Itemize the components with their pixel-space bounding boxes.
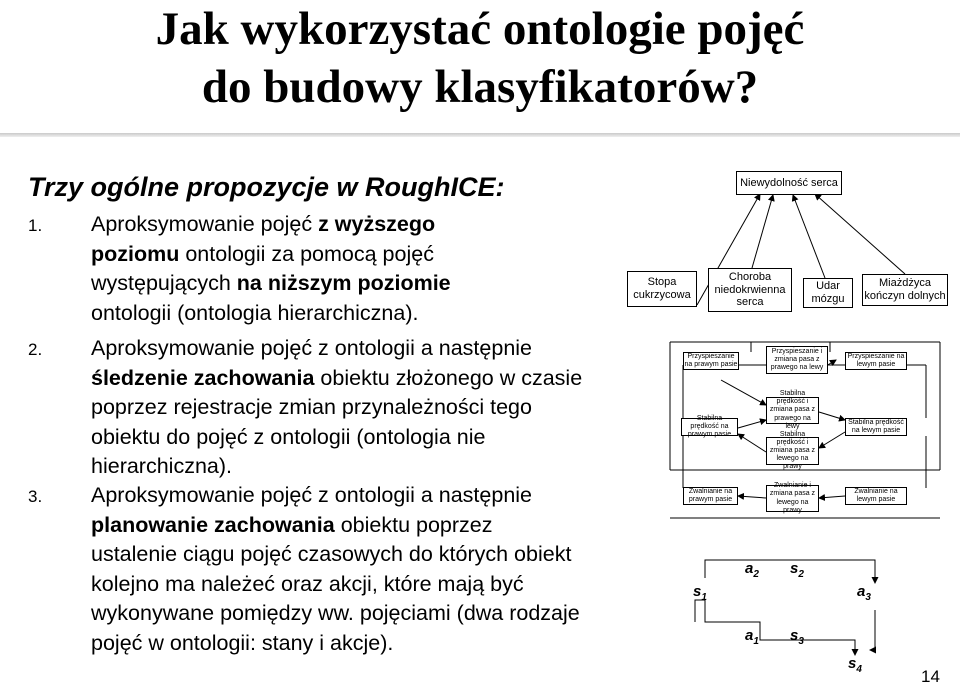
behavior-r3-right: Stabilna prędkość na lewym pasie: [845, 418, 907, 436]
plan-node-s3: $s_3$: [790, 627, 804, 647]
subtitle: Trzy ogólne propozycje w RoughICE:: [28, 172, 505, 202]
item-3-text: Aproksymowanie pojęć z ontologii a następnie planowanie zachowania obiektu poprzez ustalenie ciągu pojęć czasowych do których obiekt kolejno ma należeć oraz akcji, które mają być wykonywane pomiędzy ww. pojęciami (dwa rodzaje pojęć w ontologii: stany i akcje).: [91, 483, 580, 655]
ontology-choroba: Choroba niedokrwienna serca: [708, 268, 792, 312]
plan-edges: [695, 560, 875, 655]
item-1-number: 1.: [28, 216, 43, 235]
ontology-udar: Udar mózgu: [803, 278, 853, 308]
behavior-r5-right: Zwalnianie na lewym pasie: [845, 487, 907, 505]
behavior-r1-left: Przyspieszanie na prawym pasie: [684, 352, 738, 368]
title-line-2: do budowy klasyfikatorów?: [201, 61, 759, 113]
item-3-number: 3.: [28, 487, 43, 506]
behavior-r3-left: Stabilna prędkość na prawym pasie: [681, 418, 738, 436]
item-1-text: Aproksymowanie pojęć z wyższego poziomu ontologii za pomocą pojęć występujących na niższym poziomie ontologii (ontologia hierarchiczna).: [91, 212, 451, 325]
title-line-1: Jak wykorzystać ontologie pojęć: [155, 3, 805, 55]
ontology-root: Niewydolność serca: [736, 171, 842, 195]
behavior-r1-right: Przyspieszanie na lewym pasie: [845, 352, 907, 370]
item-2-text: Aproksymowanie pojęć z ontologii a następnie śledzenie zachowania obiektu złożonego w czasie poprzez rejestracje zmian przynależności tego obiektu do pojęć z ontologii (ontologia nie hierarchiczna).: [91, 336, 583, 478]
plan-node-a2: $a_2$: [745, 560, 759, 580]
ontology-miazdzyca: Miażdżyca kończyn dolnych: [862, 274, 948, 306]
plan-node-a1: $a_1$: [745, 627, 759, 647]
behavior-r4-mid: Stabilna prędkość i zmiana pasa z lewego na prawy: [766, 437, 819, 465]
plan-node-s1: $s_1$: [693, 583, 707, 603]
behavior-r2-mid: Stabilna prędkość i zmiana pasa z prawego na lewy: [766, 397, 819, 424]
ontology-stopa: Stopa cukrzycowa: [627, 271, 697, 307]
item-2-number: 2.: [28, 340, 43, 359]
behavior-r5-left: Zwalnianie na prawym pasie: [683, 487, 738, 505]
plan-node-a3: $a_3$: [857, 583, 871, 603]
plan-node-s4: $s_4$: [848, 655, 862, 675]
page-number: 14: [921, 667, 940, 686]
behavior-r1-mid: Przyspieszanie i zmiana pasa z prawego na lewy: [766, 346, 828, 374]
behavior-r5-mid: Zwalnianie i zmiana pasa z lewego na prawy: [766, 485, 819, 512]
plan-node-s2: $s_2$: [790, 560, 804, 580]
